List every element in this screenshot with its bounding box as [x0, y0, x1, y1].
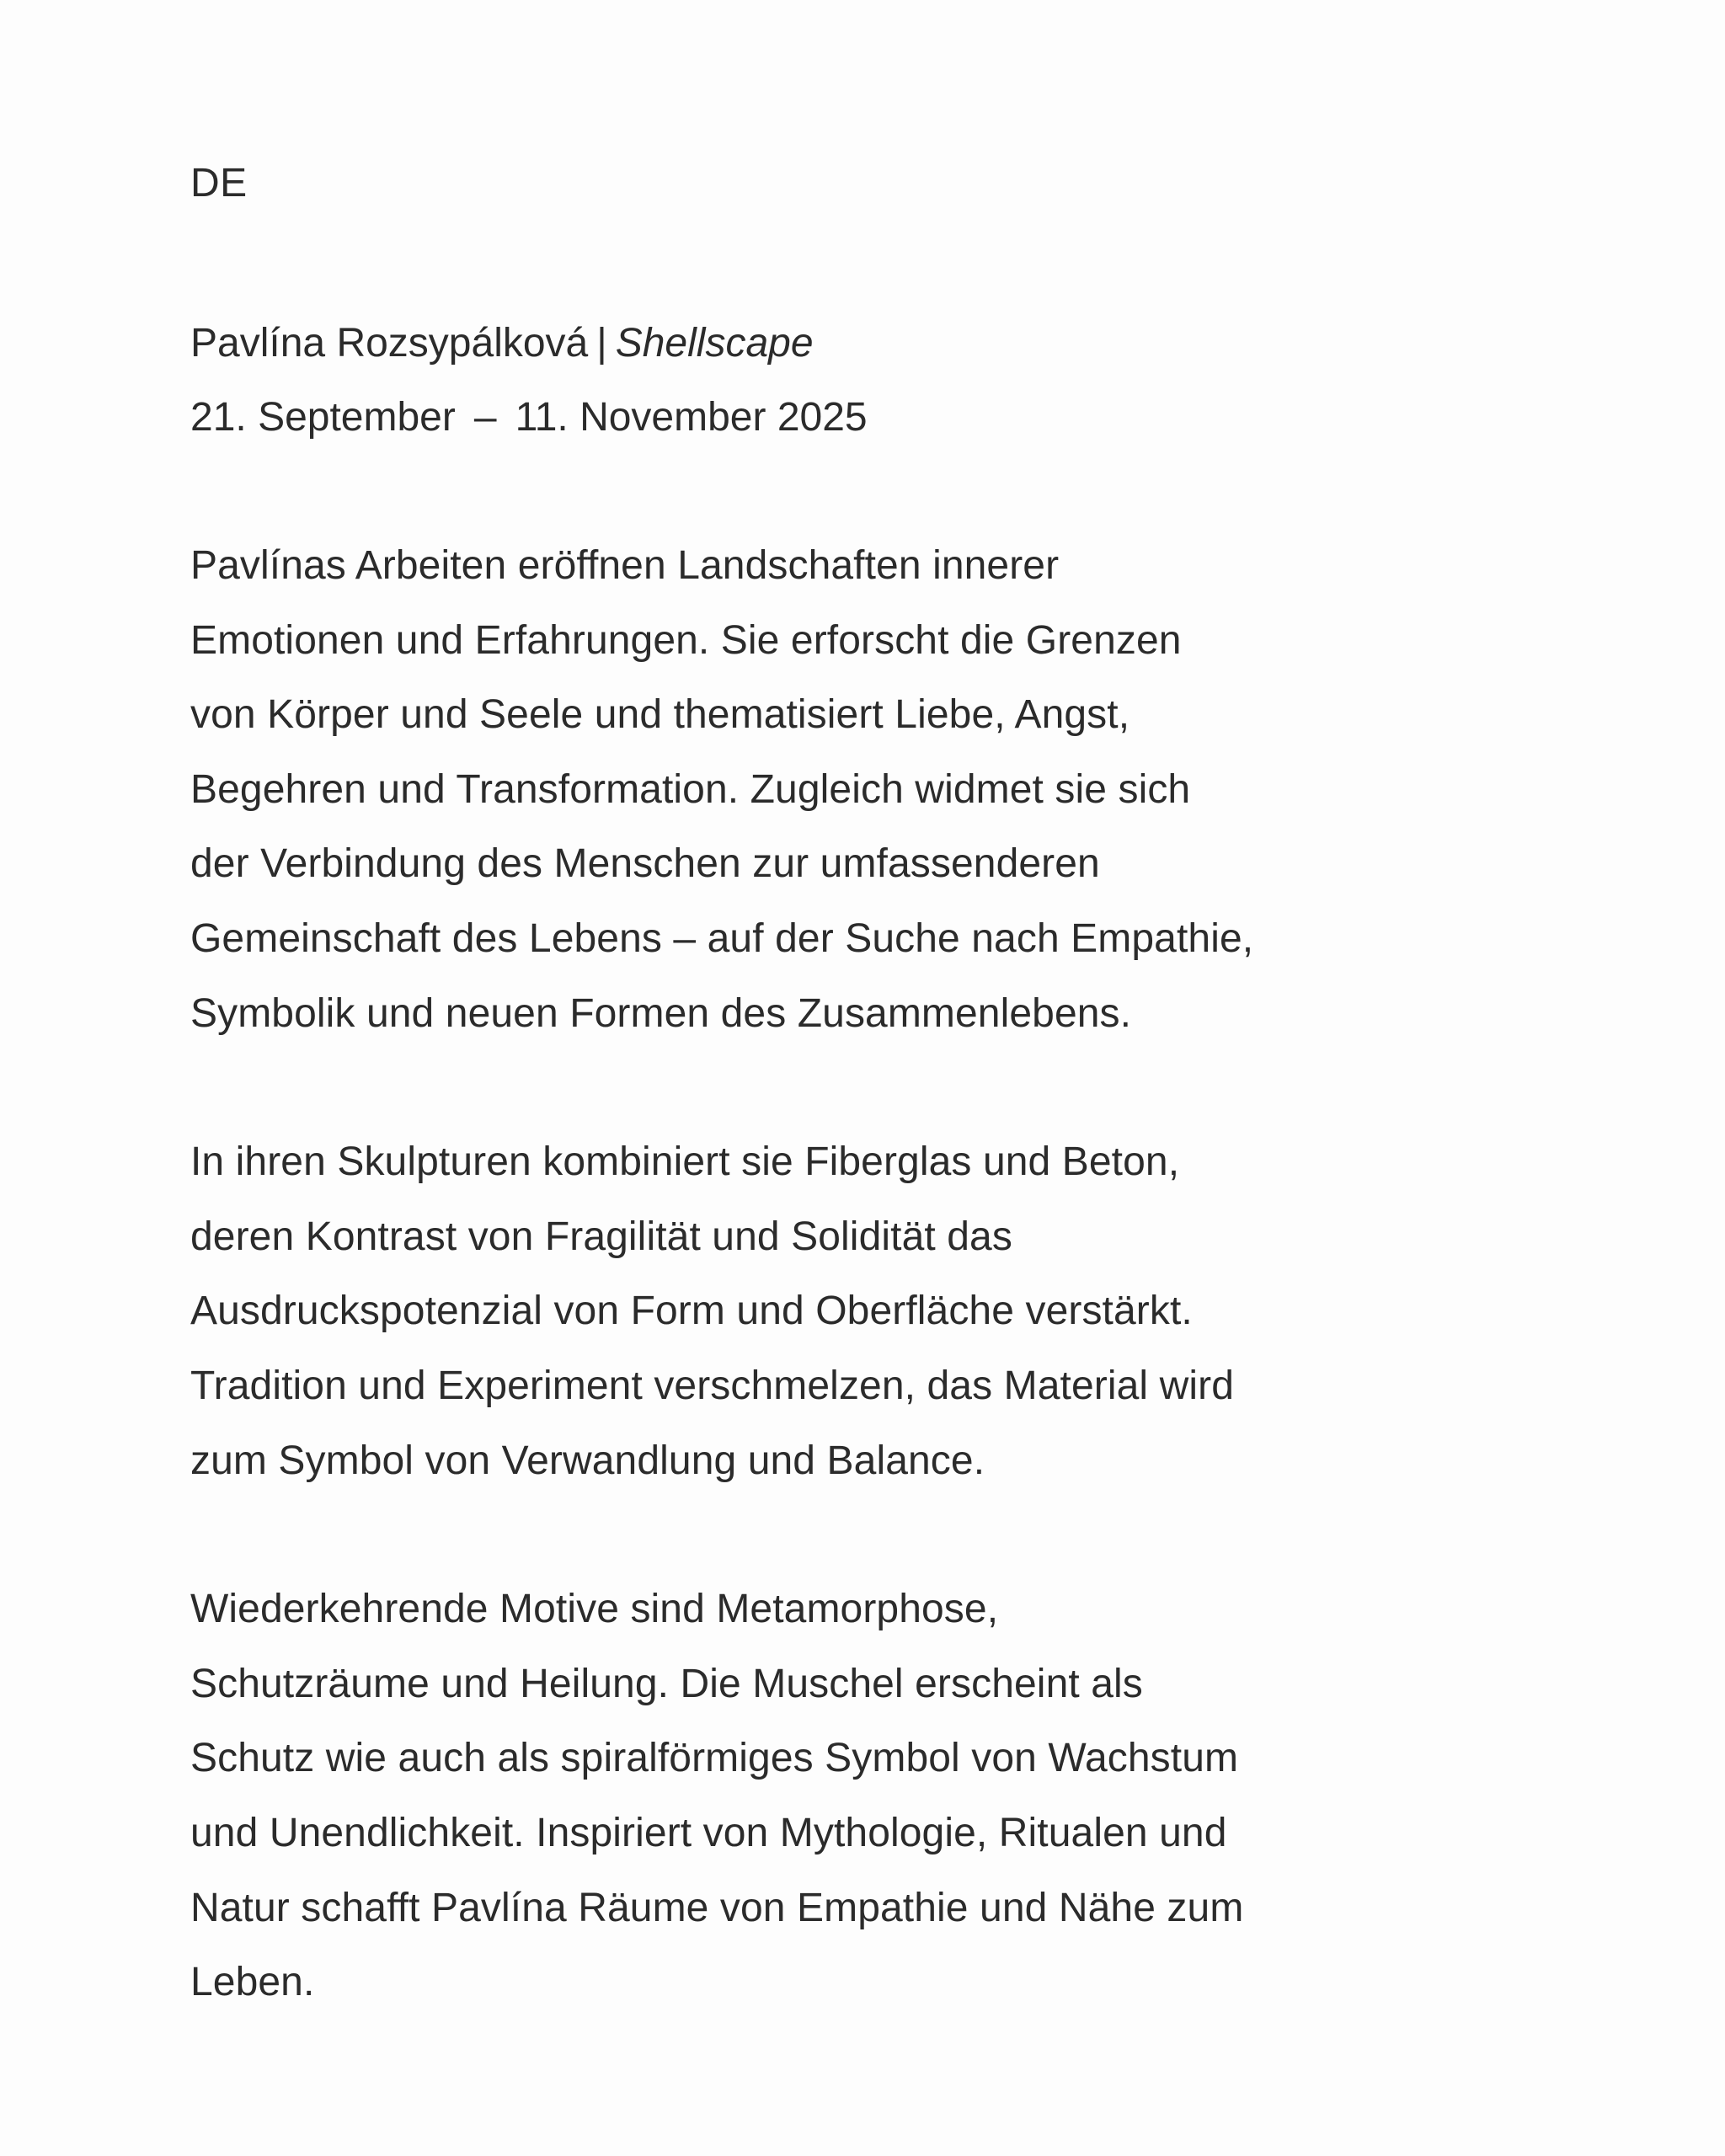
paragraph-line: Schutz wie auch als spiralförmiges Symbol von Wachstum [190, 1736, 1239, 1781]
paragraph-line: Ausdruckspotenzial von Form und Oberfläche verstärkt. [190, 1289, 1193, 1334]
date-start: 21. September [190, 395, 456, 440]
paragraph-line: Leben. [190, 1960, 315, 2005]
paragraph-line: zum Symbol von Verwandlung und Balance. [190, 1438, 985, 1483]
language-label: DE [190, 161, 248, 205]
paragraph-line: Symbolik und neuen Formen des Zusammenlebens. [190, 990, 1132, 1036]
paragraph-line: Pavlínas Arbeiten eröffnen Landschaften innerer [190, 543, 1060, 588]
paragraph-line: deren Kontrast von Fragilität und Solidität das [190, 1214, 1012, 1259]
paragraph-line: Emotionen und Erfahrungen. Sie erforscht die Grenzen [190, 617, 1182, 663]
paragraph-line: der Verbindung des Menschen zur umfassenderen [190, 841, 1100, 887]
exhibition-header [190, 307, 1504, 455]
exhibition-dates [190, 381, 1504, 455]
exhibition-title-line [190, 307, 1504, 381]
paragraph-2 [190, 1125, 1504, 1498]
paragraph-line: In ihren Skulpturen kombiniert sie Fiberglas und Beton, [190, 1139, 1180, 1185]
date-end: 11. November 2025 [515, 395, 868, 440]
title-separator: | [596, 321, 607, 366]
paragraph-line: Natur schafft Pavlína Räume von Empathie und Nähe zum [190, 1885, 1244, 1930]
artist-name: Pavlína Rozsypálková [190, 321, 589, 366]
exhibition-title: Shellscape [615, 321, 814, 366]
paragraph-line: Begehren und Transformation. Zugleich widmet sie sich [190, 766, 1191, 812]
paragraph-line: Wiederkehrende Motive sind Metamorphose, [190, 1587, 999, 1632]
paragraph-3 [190, 1572, 1504, 2020]
paragraph-line: und Unendlichkeit. Inspiriert von Mythologie, Ritualen und [190, 1810, 1227, 1855]
paragraph-1 [190, 529, 1504, 1051]
paragraph-line: Schutzräume und Heilung. Die Muschel erscheint als [190, 1661, 1143, 1706]
document-page [190, 157, 1504, 2020]
paragraph-line: Tradition und Experiment verschmelzen, das Material wird [190, 1363, 1234, 1408]
paragraph-line: von Körper und Seele und thematisiert Liebe, Angst, [190, 692, 1130, 738]
date-dash: – [473, 395, 497, 440]
paragraph-line: Gemeinschaft des Lebens – auf der Suche nach Empathie, [190, 915, 1254, 961]
